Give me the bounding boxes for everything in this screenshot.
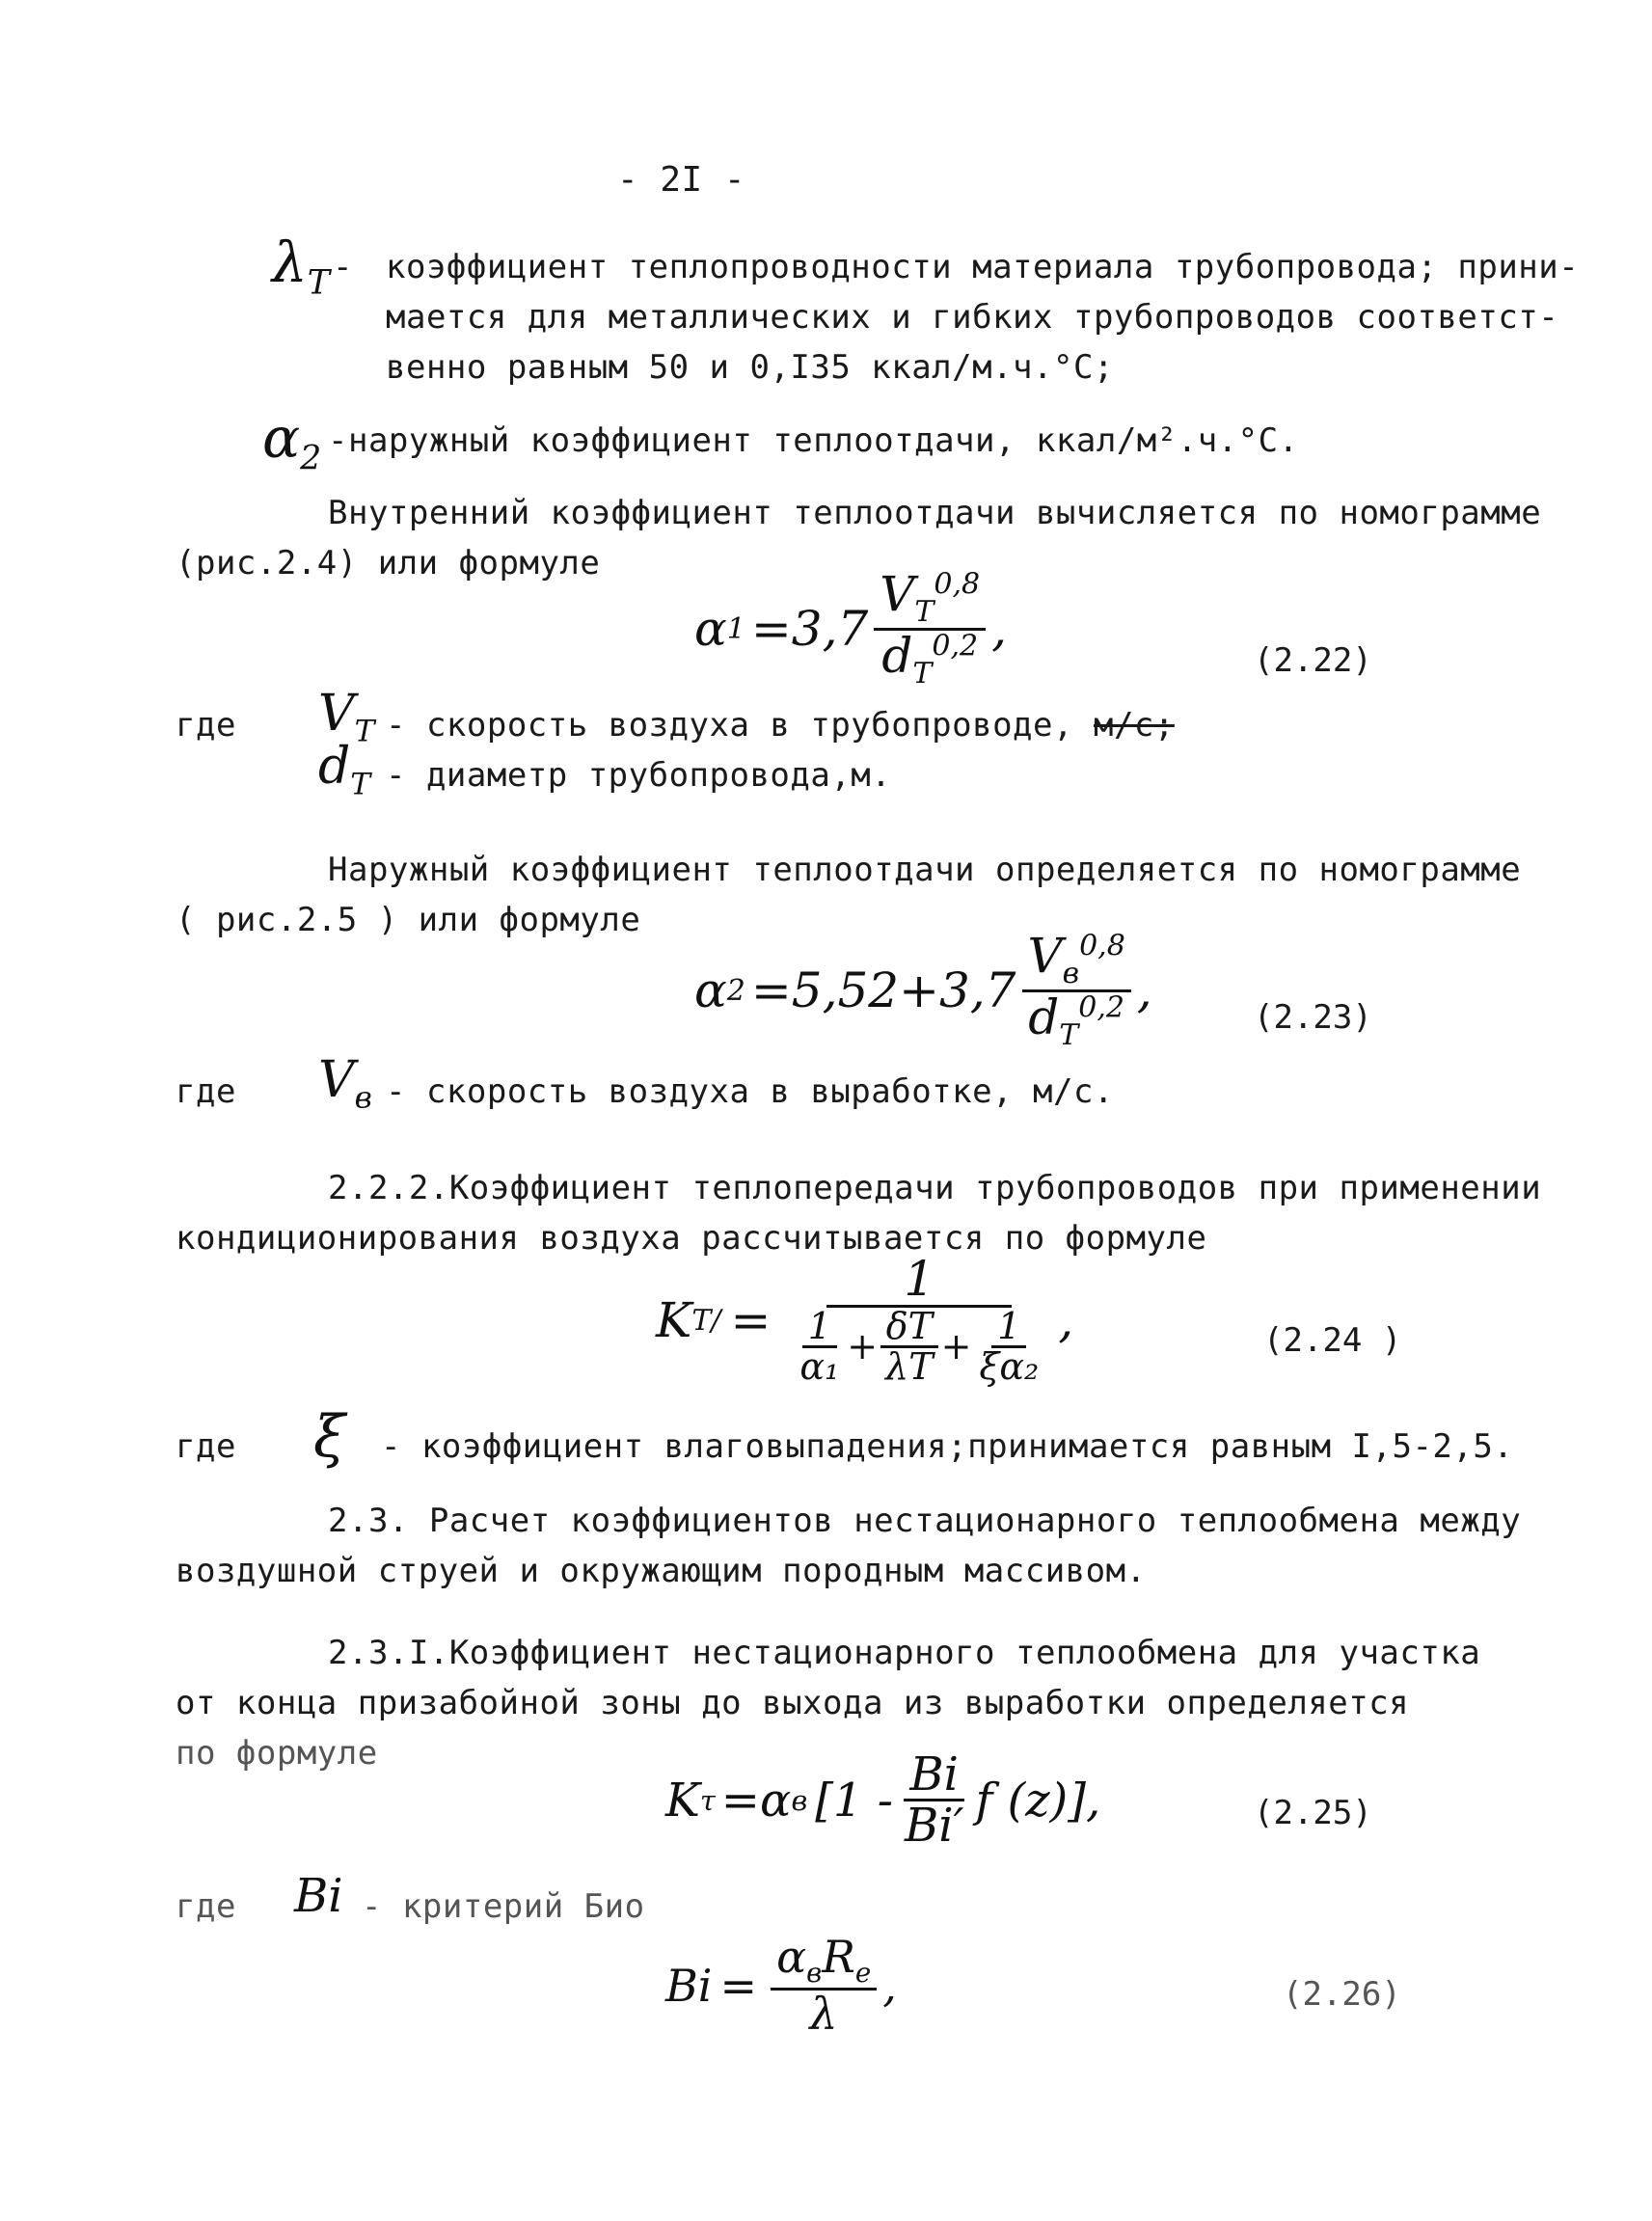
para-outer-line2: ( рис.2.5 ) или формуле [176,901,641,939]
equation-2-26: Bi = $\frac{\alpha_вR_е}{\lambda}$ , [665,1931,897,2041]
equation-2-24: K Т / = 1 $\frac{1}{\text{α₁}}$ + $\frac{\delta Т}{\lambda Т}$ + $\frac{1}{\text{ξα₂}}$ , [656,1251,1074,1389]
d-t-symbol: $d_Т$ [318,738,371,802]
equation-2-23: α 2 =5,52+3,7 $\frac{V_в^{0,8}}{d_Т^{0,2}}$ , [694,928,1152,1052]
para-inner-line2: (рис.2.4) или формуле [176,544,601,582]
bi-symbol: Bi [294,1869,343,1923]
equation-number-2-25: (2.25) [1254,1794,1372,1832]
para-231-line2: от конца призабойной зоны до выхода из выработки определяется [176,1684,1410,1722]
para-222-line1: 2.2.2.Коэффициент теплопередачи трубопроводов при применении [328,1169,1542,1207]
v-v-symbol: $V_в$ [318,1051,372,1116]
lambda-symbol: $\lambda_Т$ [272,230,330,303]
where-label-2-22: где [176,706,236,745]
equation-2-25: K τ =α в [1 - $\frac{Bi}{Bi'}$ f (z) ] , [665,1747,1101,1854]
where-label-2-23: где [176,1072,236,1111]
v-t-symbol: $V_Т$ [318,685,375,749]
lambda-def-line2: мается для металлических и гибких трубопроводов соответст- [386,298,1559,337]
lambda-def-line1: коэффициент теплопроводности материала трубопровода; прини- [386,248,1580,286]
v-t-def: - скорость воздуха в трубопроводе, м/с; [386,706,1175,745]
alpha2-def: -наружный коэффициент теплоотдачи, ккал/м².ч.°С. [328,421,1299,460]
where-label-2-25: где [176,1887,236,1926]
para-outer-line1: Наружный коэффициент теплоотдачи определяется по номограмме [328,851,1522,889]
para-231-line3: по формуле [176,1734,378,1773]
where-label-2-24: где [176,1427,236,1466]
para-231-line1: 2.3.I.Коэффициент нестационарного теплообмена для участка [328,1634,1481,1672]
v-t-unit: м/с; [1093,706,1175,745]
equation-2-22: α 1 =3,7 $\frac{V_Т^{0,8}}{d_Т^{0,2}}$ , [694,566,1008,691]
lambda-def-line3: венно равным 50 и 0,I35 ккал/м.ч.°С; [386,348,1114,387]
equation-number-2-26: (2.26) [1283,1975,1401,2014]
section-23-line2: воздушной струей и окружающим породным массивом. [176,1552,1147,1590]
lambda-dash: - [333,248,353,286]
xi-def: - коэффициент влаговыпадения;принимается равным I,5-2,5. [381,1427,1514,1466]
equation-number-2-24: (2.24 ) [1263,1321,1402,1360]
section-23-line1: 2.3. Расчет коэффициентов нестационарного теплообмена между [328,1502,1522,1540]
para-inner-line1: Внутренний коэффициент теплоотдачи вычисляется по номограмме [328,494,1542,532]
equation-number-2-23: (2.23) [1254,998,1372,1037]
page-number: - 2I - [617,160,746,200]
v-v-def: - скорость воздуха в выработке, м/с. [386,1072,1114,1111]
bi-def: - критерий Био [362,1887,645,1926]
para-222-line2: кондиционирования воздуха рассчитывается по формуле [176,1219,1207,1258]
equation-number-2-22: (2.22) [1254,641,1372,680]
d-t-def: - диаметр трубопровода,м. [386,756,892,795]
alpha2-symbol: $\alpha_2$ [262,405,322,478]
xi-symbol: ξ [313,1403,346,1471]
